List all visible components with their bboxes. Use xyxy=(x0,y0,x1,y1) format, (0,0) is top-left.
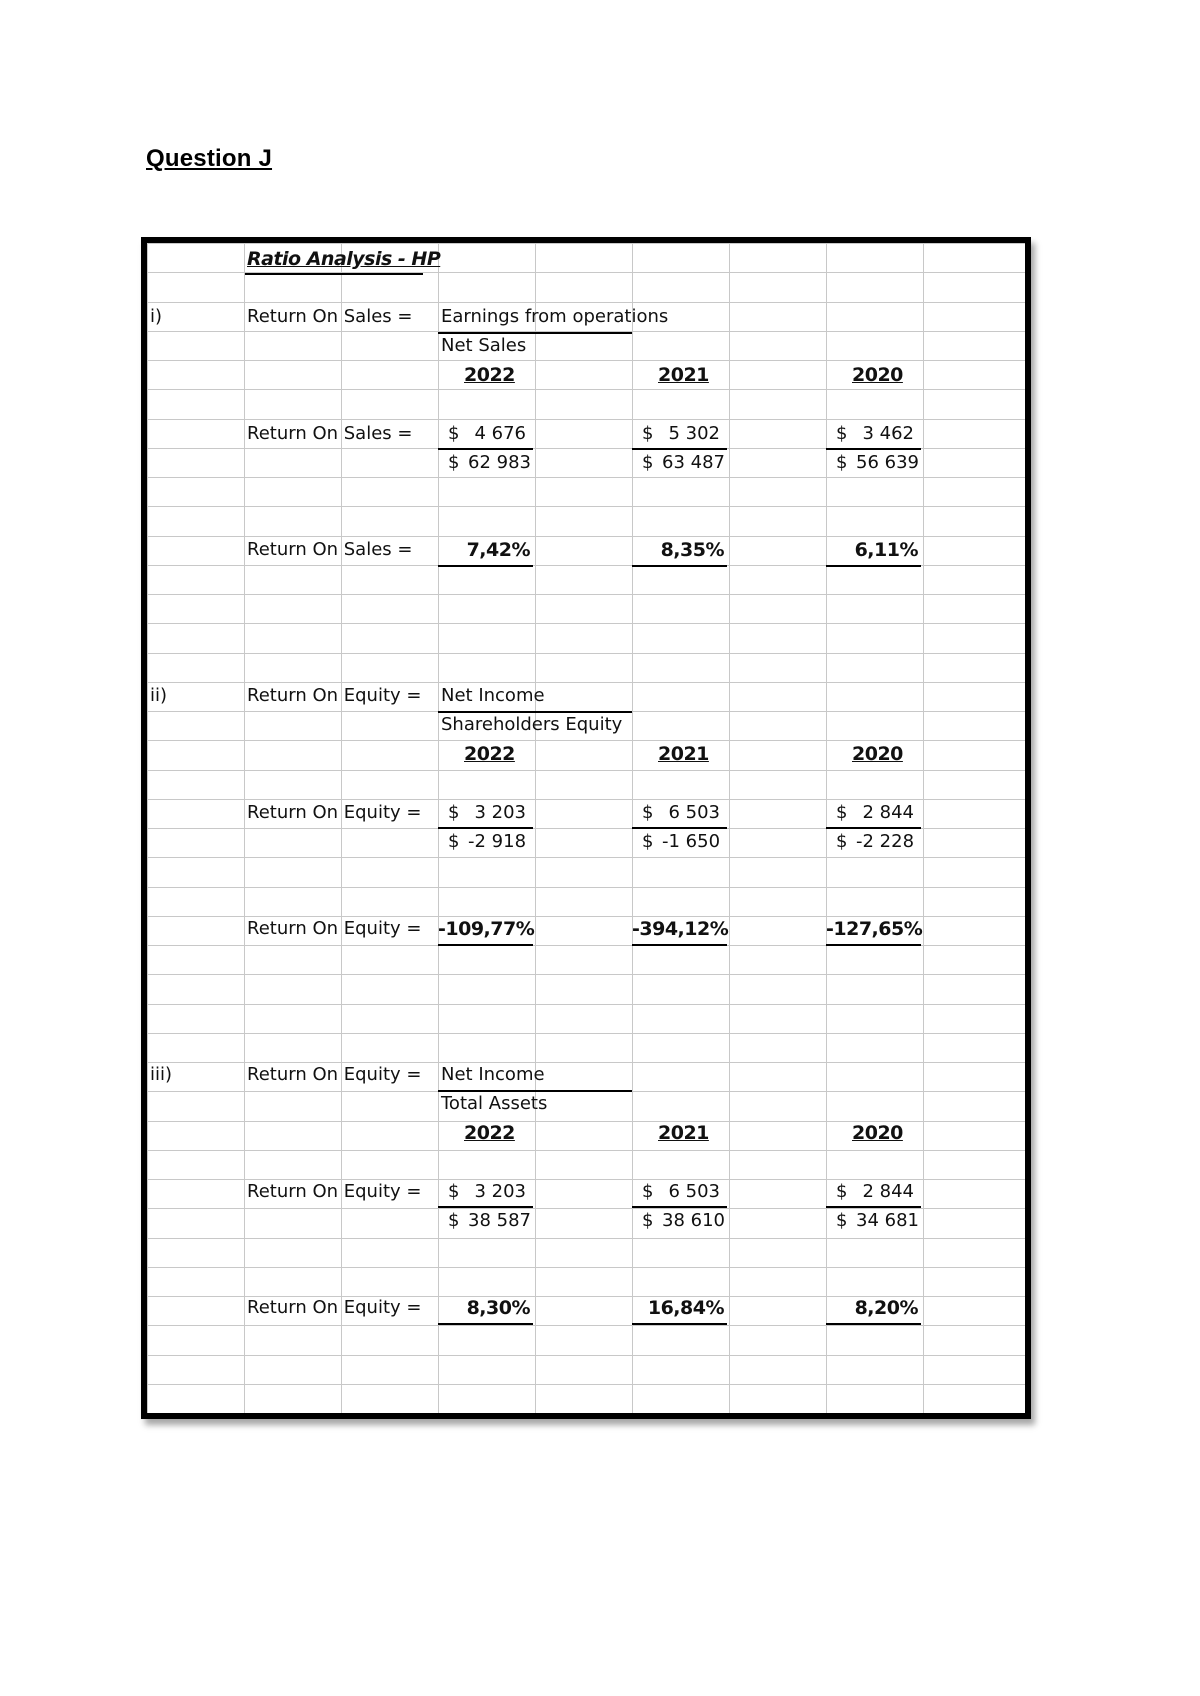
denominator-amount: -2 228 xyxy=(856,831,915,852)
result-underline xyxy=(438,565,533,567)
result-underline xyxy=(632,1323,727,1325)
year-header: 2020 xyxy=(852,743,903,765)
fraction-line xyxy=(632,827,727,829)
numerator-currency: $ xyxy=(448,423,460,444)
fraction-line xyxy=(438,448,533,450)
grid-col-line xyxy=(923,243,924,1413)
numerator-amount: 3 203 xyxy=(474,1181,526,1202)
denominator-amount: -2 918 xyxy=(468,831,527,852)
ratio-result: -109,77% xyxy=(438,918,535,940)
numerator-amount: 3 203 xyxy=(474,802,526,823)
result-underline xyxy=(632,565,727,567)
grid-row-line xyxy=(147,916,1025,917)
year-header: 2021 xyxy=(658,743,709,765)
result-underline xyxy=(826,944,921,946)
numerator-amount: 6 503 xyxy=(668,1181,720,1202)
ratio-label: Return On Sales = xyxy=(247,306,413,327)
result-underline xyxy=(438,1323,533,1325)
year-header: 2021 xyxy=(658,1122,709,1144)
grid-row-line xyxy=(147,887,1025,888)
grid-col-line xyxy=(244,243,245,1413)
ratio-result: 8,30% xyxy=(466,1297,530,1319)
grid-col-line xyxy=(1025,243,1026,1413)
numerator-currency: $ xyxy=(836,423,848,444)
formula-line xyxy=(438,711,632,713)
numerator-amount: 3 462 xyxy=(862,423,914,444)
grid-row-line xyxy=(147,799,1025,800)
formula-denominator: Net Sales xyxy=(441,335,527,356)
year-header: 2022 xyxy=(464,743,515,765)
ratio-label: Return On Equity = xyxy=(247,918,422,939)
fraction-line xyxy=(438,827,533,829)
grid-col-line xyxy=(341,243,342,1413)
denominator-currency: $ xyxy=(836,452,848,473)
grid-row-line xyxy=(147,389,1025,390)
grid-row-line xyxy=(147,243,1025,244)
ratio-result: 16,84% xyxy=(647,1297,724,1319)
fraction-line xyxy=(632,1206,727,1208)
ratio-result: -394,12% xyxy=(632,918,729,940)
section-marker: i) xyxy=(150,306,163,327)
grid-row-line xyxy=(147,740,1025,741)
grid-row-line xyxy=(147,1325,1025,1326)
formula-line xyxy=(438,1090,632,1092)
fraction-line xyxy=(826,448,921,450)
denominator-amount: 63 487 xyxy=(662,452,725,473)
grid-row-line xyxy=(147,477,1025,478)
grid-row-line xyxy=(147,682,1025,683)
numerator-currency: $ xyxy=(448,802,460,823)
year-header: 2021 xyxy=(658,364,709,386)
denominator-amount: 56 639 xyxy=(856,452,919,473)
ratio-label: Return On Equity = xyxy=(247,802,422,823)
grid-col-line xyxy=(147,243,148,1413)
grid-row-line xyxy=(147,1062,1025,1063)
denominator-currency: $ xyxy=(836,1210,848,1231)
numerator-amount: 4 676 xyxy=(474,423,526,444)
numerator-currency: $ xyxy=(642,1181,654,1202)
grid-row-line xyxy=(147,770,1025,771)
grid-row-line xyxy=(147,1384,1025,1385)
formula-line xyxy=(438,332,632,334)
question-title: Question J xyxy=(146,145,273,172)
grid-row-line xyxy=(147,974,1025,975)
ratio-result: 6,11% xyxy=(854,539,918,561)
denominator-amount: 62 983 xyxy=(468,452,531,473)
grid-row-line xyxy=(147,1238,1025,1239)
denominator-amount: 38 587 xyxy=(468,1210,531,1231)
result-underline xyxy=(438,944,533,946)
ratio-analysis-sheet xyxy=(141,237,1031,1419)
grid-col-line xyxy=(729,243,730,1413)
grid-row-line xyxy=(147,1413,1025,1414)
grid-row-line xyxy=(147,419,1025,420)
ratio-result: 8,20% xyxy=(854,1297,918,1319)
ratio-result: 7,42% xyxy=(466,539,530,561)
denominator-currency: $ xyxy=(642,452,654,473)
ratio-label: Return On Sales = xyxy=(247,539,413,560)
ratio-label: Return On Equity = xyxy=(247,685,422,706)
grid-row-line xyxy=(147,594,1025,595)
grid-row-line xyxy=(147,302,1025,303)
year-header: 2022 xyxy=(464,1122,515,1144)
numerator-currency: $ xyxy=(642,423,654,444)
grid-row-line xyxy=(147,653,1025,654)
ratio-label: Return On Equity = xyxy=(247,1297,422,1318)
denominator-currency: $ xyxy=(642,831,654,852)
denominator-currency: $ xyxy=(642,1210,654,1231)
denominator-currency: $ xyxy=(448,831,460,852)
grid-row-line xyxy=(147,623,1025,624)
ratio-result: 8,35% xyxy=(660,539,724,561)
section-marker: iii) xyxy=(150,1064,173,1085)
numerator-currency: $ xyxy=(836,802,848,823)
fraction-line xyxy=(632,448,727,450)
numerator-currency: $ xyxy=(448,1181,460,1202)
formula-denominator: Shareholders Equity xyxy=(441,714,623,735)
denominator-currency: $ xyxy=(448,1210,460,1231)
grid-row-line xyxy=(147,1033,1025,1034)
year-header: 2020 xyxy=(852,364,903,386)
grid-row-line xyxy=(147,1267,1025,1268)
grid-row-line xyxy=(147,857,1025,858)
grid-row-line xyxy=(147,1208,1025,1209)
year-header: 2020 xyxy=(852,1122,903,1144)
formula-denominator: Total Assets xyxy=(441,1093,548,1114)
formula-numerator: Net Income xyxy=(441,685,545,706)
denominator-amount: -1 650 xyxy=(662,831,721,852)
denominator-amount: 34 681 xyxy=(856,1210,919,1231)
numerator-amount: 2 844 xyxy=(862,1181,914,1202)
ratio-label: Return On Equity = xyxy=(247,1181,422,1202)
grid-row-line xyxy=(147,1355,1025,1356)
year-header: 2022 xyxy=(464,364,515,386)
fraction-line xyxy=(826,827,921,829)
denominator-currency: $ xyxy=(836,831,848,852)
grid-row-line xyxy=(147,536,1025,537)
formula-numerator: Earnings from operations xyxy=(441,306,669,327)
grid-col-line xyxy=(535,243,536,1413)
ratio-label: Return On Sales = xyxy=(247,423,413,444)
grid-row-line xyxy=(147,506,1025,507)
grid-row-line xyxy=(147,1179,1025,1180)
result-underline xyxy=(826,1323,921,1325)
numerator-amount: 2 844 xyxy=(862,802,914,823)
ratio-label: Return On Equity = xyxy=(247,1064,422,1085)
sheet-title-underline xyxy=(245,273,423,275)
result-underline xyxy=(826,565,921,567)
grid-row-line xyxy=(147,1004,1025,1005)
numerator-currency: $ xyxy=(642,802,654,823)
grid-row-line xyxy=(147,360,1025,361)
fraction-line xyxy=(438,1206,533,1208)
denominator-amount: 38 610 xyxy=(662,1210,725,1231)
section-marker: ii) xyxy=(150,685,168,706)
formula-numerator: Net Income xyxy=(441,1064,545,1085)
grid-row-line xyxy=(147,1150,1025,1151)
ratio-result: -127,65% xyxy=(826,918,923,940)
sheet-title: Ratio Analysis - HP xyxy=(247,248,441,270)
fraction-line xyxy=(826,1206,921,1208)
denominator-currency: $ xyxy=(448,452,460,473)
result-underline xyxy=(632,944,727,946)
numerator-amount: 5 302 xyxy=(668,423,720,444)
numerator-amount: 6 503 xyxy=(668,802,720,823)
numerator-currency: $ xyxy=(836,1181,848,1202)
